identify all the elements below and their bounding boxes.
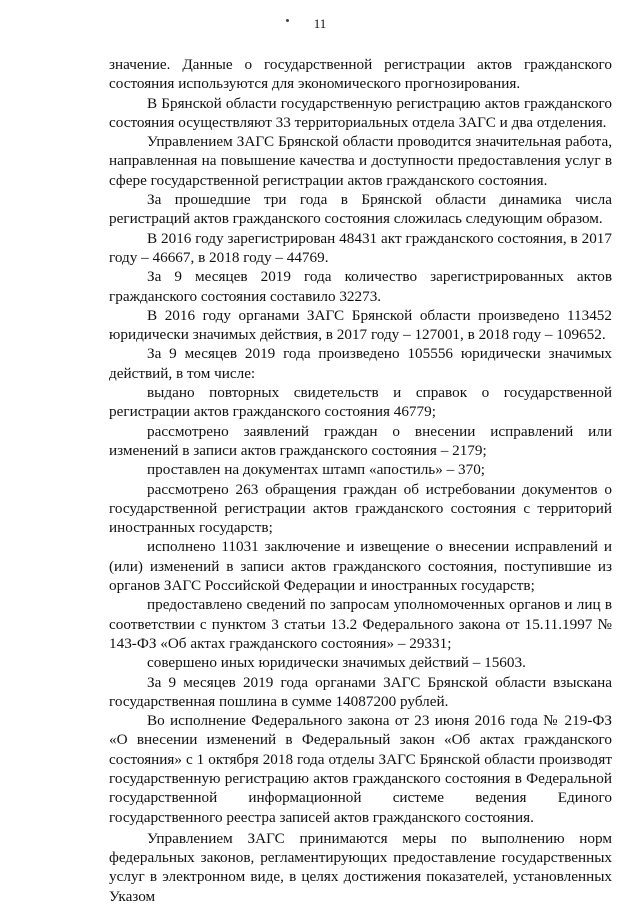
list-item: исполнено 11031 заключение и извещение о внесении исправлений и (или) изменений в записи актов гражданского состояния, поступившие из органов ЗАГС Российской Федерации и иностранных государств; <box>109 538 612 595</box>
list-item: выдано повторных свидетельств и справок о государственной регистрации актов гражданского состояния 46779; <box>109 384 612 421</box>
list-item: рассмотрено 263 обращения граждан об истребовании документов о государственной регистрации актов гражданского состояния с территорий иностранных государств; <box>109 480 612 537</box>
paragraph: В 2016 году зарегистрирован 48431 акт гражданского состояния, в 2017 году – 46667, в 2018 году – 44769. <box>109 229 612 266</box>
document-body <box>109 55 612 906</box>
paragraph: За прошедшие три года в Брянской области динамика числа регистраций актов гражданского состояния сложилась следующим образом. <box>109 191 612 228</box>
paragraph-continuation: значение. Данные о государственной регистрации актов гражданского состояния используются для экономического прогнозирования. <box>109 56 612 93</box>
paragraph: За 9 месяцев 2019 года произведено 105556 юридически значимых действий, в том числе: <box>109 345 612 382</box>
list-item: предоставлено сведений по запросам уполномоченных органов и лиц в соответствии с пунктом 3 статьи 13.2 Федерального закона от 15.11.1997 № 143-ФЗ «Об актах гражданского состояния» – 29331; <box>109 596 612 652</box>
page-number: 11 <box>313 16 327 31</box>
paragraph: Во исполнение Федерального закона от 23 июня 2016 года № 219-ФЗ «О внесении изменений в Федеральный закон «Об актах гражданского состояния» с 1 октября 2018 года отделы ЗАГС Брянской области производят государственную регистрацию актов гражданского состояния в Федеральной государственной информационной системе ведения Единого государственного реестра записей актов гражданского состояния. <box>109 712 612 826</box>
paragraph: Управлением ЗАГС Брянской области проводится значительная работа, направленная на повышение качества и доступности предоставления услуг в сфере государственной регистрации актов гражданского состояния. <box>109 133 612 189</box>
list-item: проставлен на документах штамп «апостиль» – 370; <box>147 461 486 479</box>
list-item: рассмотрено заявлений граждан о внесении исправлений или изменений в записи актов гражданского состояния – 2179; <box>109 422 612 459</box>
paragraph: За 9 месяцев 2019 года количество зарегистрированных актов гражданского состояния составило 32273. <box>109 268 612 305</box>
paragraph: В 2016 году органами ЗАГС Брянской области произведено 113452 юридически значимых действия, в 2017 году – 127001, в 2018 году – 109652. <box>109 306 612 344</box>
paragraph: Управлением ЗАГС принимаются меры по выполнению норм федеральных законов, регламентирующих предоставление государственных услуг в электронном виде, в целях достижения показателей, установленных Указом <box>109 829 612 905</box>
list-item: совершено иных юридически значимых действий – 15603. <box>147 654 526 672</box>
paragraph: За 9 месяцев 2019 года органами ЗАГС Брянской области взыскана государственная пошлина в сумме 14087200 рублей. <box>109 673 612 710</box>
paragraph: В Брянской области государственную регистрацию актов гражданского состояния осуществляют 33 территориальных отдела ЗАГС и два отделения. <box>109 94 612 131</box>
